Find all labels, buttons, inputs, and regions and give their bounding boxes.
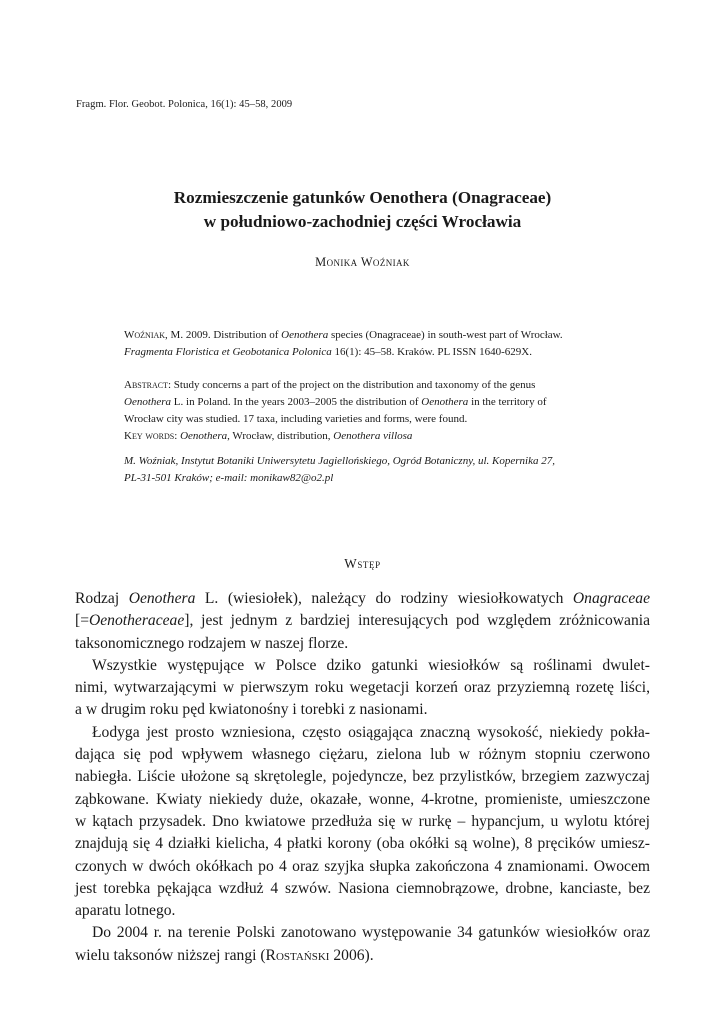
abstract-line-2: Oenothera L. in Poland. In the years 2003–2005 the distribution of Oenothera in the territory of (124, 396, 547, 408)
citation-author: Woźniak (124, 329, 166, 341)
body-line: wielu taksonów niższej rangi (Rostański 2006). (75, 946, 374, 964)
title-line-1: Rozmieszczenie gatunków Oenothera (Onagraceae) (173, 188, 552, 207)
title-line-2: w południowo-zachodniej części Wrocławia (203, 212, 522, 231)
section-heading: Wstęp (344, 556, 381, 571)
body-line: a w drugim roku pęd kwiatonośny i torebki z nasionami. (75, 701, 428, 719)
citation-genus: Oenothera (281, 329, 329, 341)
abstract-line-3: Wrocław city was studied. 17 taxa, including varieties and forms, were found. (124, 413, 468, 425)
affiliation-line-1: M. Woźniak, Instytut Botaniki Uniwersytetu Jagiellońskiego, Ogród Botaniczny, ul. Kopernika 27, (124, 455, 555, 467)
keywords-label: Key words: (124, 430, 178, 442)
body-line: Do 2004 r. na terenie Polski zanotowano występowanie 34 gatunków wiesiołków oraz (92, 924, 650, 942)
citation-rostanski: Rostański (265, 946, 330, 964)
body-line: ząbkowane. Kwiaty niekiedy duże, okazałe, wonne, 4-krotne, promieniste, umieszczone (75, 790, 650, 808)
body-line: czonych w dwóch okółkach po 4 oraz szyjka słupka zakończona 4 znamionami. Owocem (75, 857, 650, 875)
body-line: dająca się pod wpływem własnego ciężaru, zielona lub w różnym stopniu czerwono (75, 746, 650, 764)
body-line: aparatu lotnego. (75, 902, 176, 920)
abstract-block (124, 377, 601, 428)
author-name: Monika Woźniak (315, 255, 410, 269)
body-line: nimi, wytwarzającymi w pierwszym roku wegetacji korzeń oraz przyziemną rozetę liści, (75, 679, 650, 697)
citation-line-1: Woźniak, M. 2009. Distribution of Oenothera species (Onagraceae) in south-west part of Wrocław. (124, 329, 563, 341)
abstract-label: Abstract: (124, 379, 172, 391)
body-line: taksonomicznego rodzajem w naszej florze. (75, 634, 349, 652)
body-line: jest torebka pękająca wzdłuż 4 szwów. Nasiona ciemnobrązowe, drobne, kanciaste, bez (75, 879, 650, 897)
abstract-line-1: Abstract: Study concerns a part of the project on the distribution and taxonomy of the genus (124, 379, 536, 391)
citation-line-2: Fragmenta Floristica et Geobotanica Polonica 16(1): 45–58. Kraków. PL ISSN 1640-629X. (124, 346, 532, 358)
article-title (60, 186, 665, 234)
body-line: znajdują się 4 działki kielicha, 4 płatki korony (oba okółki są wolne), 8 pręcików umiesz- (75, 835, 650, 853)
body-line: Łodyga jest prosto wzniesiona, często osiągająca znaczną wysokość, niekiedy pokła- (92, 723, 650, 741)
body-line: [=Oenotheraceae], jest jednym z bardziej interesujących pod względem zróżnicowania (75, 612, 650, 630)
citation-block (124, 327, 601, 361)
affiliation-line-2: PL-31-501 Kraków; e-mail: monikaw82@o2.pl (124, 472, 334, 484)
body-line: w kątach przysadek. Dno kwiatowe przedłuża się w rurkę – hypancjum, u wylotu której (75, 812, 650, 830)
body-line: Rodzaj Oenothera L. (wiesiołek), należący do rodziny wiesiołkowatych Onagraceae (75, 590, 650, 607)
keywords-block: Key words: Oenothera, Wrocław, distribution, Oenothera villosa (124, 430, 413, 442)
body-line: Wszystkie występujące w Polsce dziko gatunki wiesiołków są roślinami dwulet- (92, 656, 650, 674)
citation-journal: Fragmenta Floristica et Geobotanica Polonica (124, 346, 332, 358)
journal-reference: Fragm. Flor. Geobot. Polonica, 16(1): 45–58, 2009 (76, 99, 293, 110)
affiliation-block (124, 453, 601, 487)
body-line: nabiegła. Liście ułożone są skrętolegle, pojedyncze, bez przylistków, brzegiem zazwyczaj (75, 768, 650, 786)
body-text (75, 588, 650, 967)
